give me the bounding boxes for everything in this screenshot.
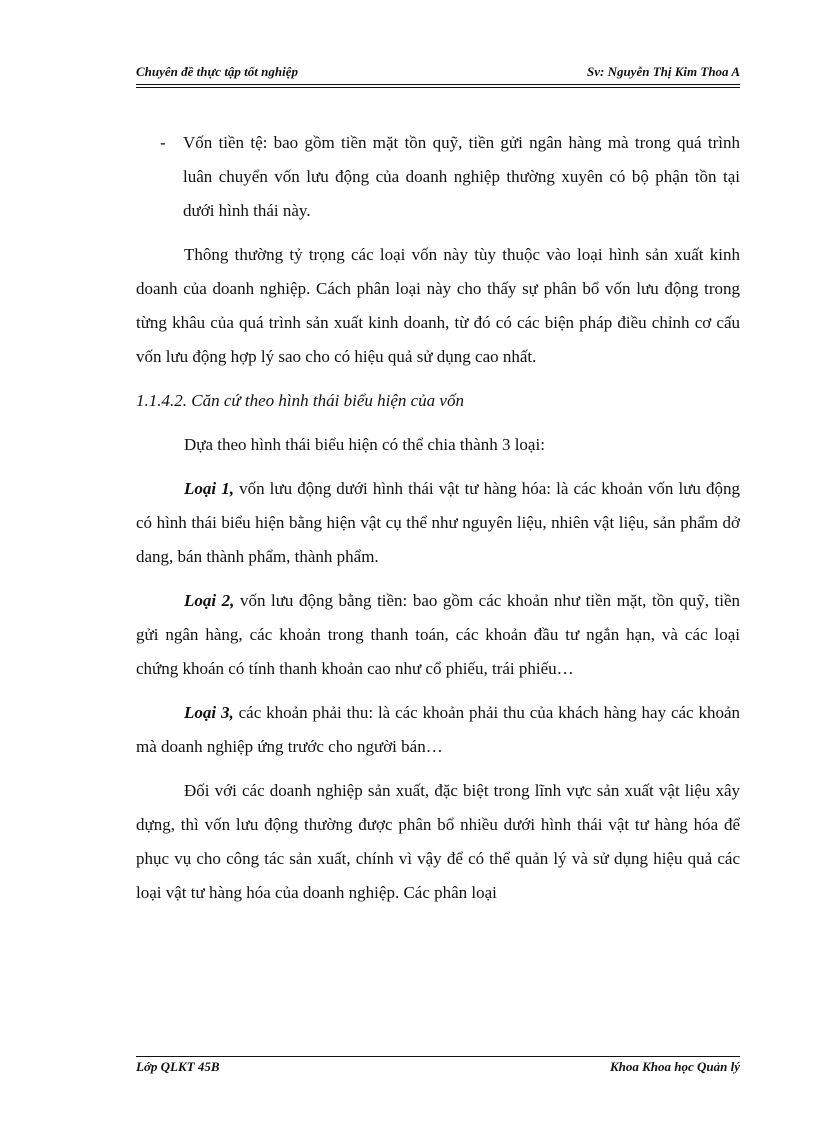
loai-1-label: Loại 1, bbox=[184, 479, 234, 498]
paragraph-intro: Thông thường tỷ trọng các loại vốn này tùy thuộc vào loại hình sản xuất kinh doanh của doanh nghiệp. Cách phân loại này cho thấy sự phân bổ vốn lưu động trong từng khâu của quá trình sản xuất kinh doanh, từ đó có các biện pháp điều chỉnh cơ cấu vốn lưu động hợp lý sao cho có hiệu quả sử dụng cao nhất. bbox=[136, 245, 740, 366]
footer-class: Lớp QLKT 45B bbox=[136, 1059, 220, 1074]
loai-2-label: Loại 2, bbox=[184, 591, 235, 610]
paragraph-production: Đối với các doanh nghiệp sản xuất, đặc biệt trong lĩnh vực sản xuất vật liệu xây dựng, thì vốn lưu động thường được phân bổ nhiều dưới hình thái vật tư hàng hóa để phục vụ cho công tác sản xuất, chính vì vậy để có thể quản lý và sử dụng hiệu quả các loại vật tư hàng hóa của doanh nghiệp. Các phân loại bbox=[136, 781, 740, 902]
page-body bbox=[136, 126, 740, 910]
paragraph-loai-3 bbox=[136, 696, 740, 764]
loai-3-text: các khoản phải thu: là các khoản phải thu của khách hàng hay các khoản mà doanh nghiệp ứng trước cho người bán… bbox=[136, 703, 741, 756]
paragraph-loai-2 bbox=[136, 584, 740, 686]
bullet-text: Vốn tiền tệ: bao gồm tiền mặt tồn quỹ, tiền gửi ngân hàng mà trong quá trình luân chuyển vốn lưu động của doanh nghiệp thường xuyên có bộ phận tồn tại dưới hình thái này. bbox=[183, 133, 740, 220]
header-divider bbox=[136, 84, 740, 85]
loai-2-text: vốn lưu động bằng tiền: bao gồm các khoản như tiền mặt, tồn quỹ, tiền gửi ngân hàng, các khoản trong thanh toán, các khoản đầu tư ngắn hạn, và các loại chứng khoán có tính thanh khoản cao như cổ phiếu, trái phiếu… bbox=[136, 591, 741, 678]
footer-divider bbox=[136, 1056, 740, 1057]
footer-faculty: Khoa Khoa học Quản lý bbox=[609, 1059, 740, 1074]
header-divider-double bbox=[136, 87, 740, 88]
section-heading: 1.1.4.2. Căn cứ theo hình thái biểu hiện của vốn bbox=[136, 391, 464, 410]
header-document-title: Chuyên đề thực tập tốt nghiệp bbox=[136, 64, 298, 79]
loai-1-text: vốn lưu động dưới hình thái vật tư hàng hóa: là các khoản vốn lưu động có hình thái biểu hiện bằng hiện vật cụ thể như nguyên liệu, nhiên vật liệu, sản phẩm dở dang, bán thành phẩm, thành phẩm. bbox=[136, 479, 740, 566]
page-footer bbox=[136, 1059, 740, 1075]
paragraph-loai-1 bbox=[136, 472, 740, 574]
paragraph-classification: Dựa theo hình thái biểu hiện có thể chia thành 3 loại: bbox=[184, 435, 545, 454]
bullet-item bbox=[136, 126, 740, 228]
header-student-name: Sv: Nguyễn Thị Kim Thoa A bbox=[586, 64, 740, 79]
bullet-marker: - bbox=[160, 133, 166, 152]
page-header bbox=[136, 64, 740, 80]
loai-3-label: Loại 3, bbox=[184, 703, 234, 722]
